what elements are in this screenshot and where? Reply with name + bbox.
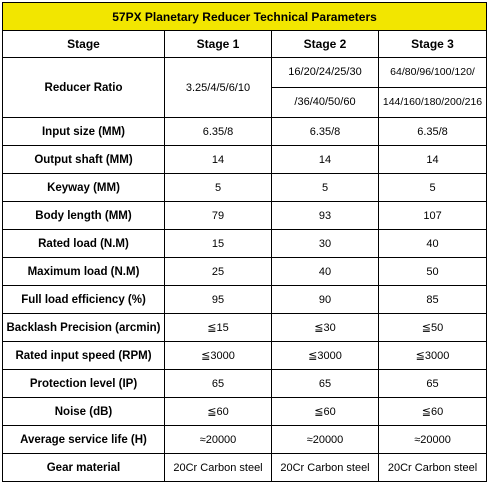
row-label: Protection level (IP) bbox=[3, 370, 165, 398]
ratio-stage-1: 3.25/4/5/6/10 bbox=[165, 58, 272, 118]
cell-stage-3: 6.35/8 bbox=[379, 118, 487, 146]
cell-stage-2: ≦30 bbox=[272, 314, 379, 342]
cell-stage-3: 85 bbox=[379, 286, 487, 314]
cell-stage-1: 20Cr Carbon steel bbox=[165, 454, 272, 482]
row-label: Body length (MM) bbox=[3, 202, 165, 230]
cell-stage-3: 65 bbox=[379, 370, 487, 398]
table-row bbox=[3, 202, 487, 230]
ratio-stage-2-line-1: 16/20/24/25/30 bbox=[288, 66, 362, 78]
table-row bbox=[3, 370, 487, 398]
cell-stage-3: 50 bbox=[379, 258, 487, 286]
header-stage-2: Stage 2 bbox=[272, 31, 379, 58]
cell-stage-2: 20Cr Carbon steel bbox=[272, 454, 379, 482]
cell-stage-1: 25 bbox=[165, 258, 272, 286]
row-label: Gear material bbox=[3, 454, 165, 482]
table-row bbox=[3, 342, 487, 370]
cell-stage-1: 65 bbox=[165, 370, 272, 398]
cell-stage-3: 14 bbox=[379, 146, 487, 174]
table-row bbox=[3, 454, 487, 482]
cell-stage-1: 95 bbox=[165, 286, 272, 314]
cell-stage-1: 6.35/8 bbox=[165, 118, 272, 146]
ratio-stage-3-line-1: 64/80/96/100/120/ bbox=[390, 66, 475, 78]
row-label: Full load efficiency (%) bbox=[3, 286, 165, 314]
cell-stage-2: ≦3000 bbox=[272, 342, 379, 370]
cell-stage-1: ≈20000 bbox=[165, 426, 272, 454]
ratio-stage-2 bbox=[272, 58, 379, 118]
reducer-ratio-row bbox=[3, 58, 487, 118]
cell-stage-3: ≦3000 bbox=[379, 342, 487, 370]
cell-stage-1: ≦15 bbox=[165, 314, 272, 342]
row-label: Output shaft (MM) bbox=[3, 146, 165, 174]
row-label: Maximum load (N.M) bbox=[3, 258, 165, 286]
cell-stage-2: 65 bbox=[272, 370, 379, 398]
cell-stage-2: 6.35/8 bbox=[272, 118, 379, 146]
row-label: Average service life (H) bbox=[3, 426, 165, 454]
table-row bbox=[3, 118, 487, 146]
cell-stage-3: 107 bbox=[379, 202, 487, 230]
table-row bbox=[3, 230, 487, 258]
row-label: Rated input speed (RPM) bbox=[3, 342, 165, 370]
table-title: 57PX Planetary Reducer Technical Parameters bbox=[3, 3, 487, 31]
cell-stage-1: 14 bbox=[165, 146, 272, 174]
ratio-stage-2-line-2: /36/40/50/60 bbox=[272, 87, 378, 117]
cell-stage-3: ≦50 bbox=[379, 314, 487, 342]
title-row bbox=[3, 3, 487, 31]
table-row bbox=[3, 314, 487, 342]
cell-stage-1: ≦60 bbox=[165, 398, 272, 426]
header-row bbox=[3, 31, 487, 58]
cell-stage-2: 40 bbox=[272, 258, 379, 286]
ratio-stage-3-line-2: 144/160/180/200/216 bbox=[379, 87, 486, 117]
ratio-stage-3 bbox=[379, 58, 487, 118]
row-label: Noise (dB) bbox=[3, 398, 165, 426]
table-row bbox=[3, 398, 487, 426]
cell-stage-3: 40 bbox=[379, 230, 487, 258]
row-label: Keyway (MM) bbox=[3, 174, 165, 202]
table-row bbox=[3, 258, 487, 286]
cell-stage-1: 5 bbox=[165, 174, 272, 202]
parameter-rows bbox=[3, 118, 487, 482]
cell-stage-1: 79 bbox=[165, 202, 272, 230]
table-row bbox=[3, 426, 487, 454]
row-label: Rated load (N.M) bbox=[3, 230, 165, 258]
table-row bbox=[3, 286, 487, 314]
parameters-table bbox=[2, 2, 487, 482]
cell-stage-2: 30 bbox=[272, 230, 379, 258]
header-stage-3: Stage 3 bbox=[379, 31, 487, 58]
header-stage: Stage bbox=[3, 31, 165, 58]
table-row bbox=[3, 174, 487, 202]
cell-stage-3: ≈20000 bbox=[379, 426, 487, 454]
cell-stage-3: 20Cr Carbon steel bbox=[379, 454, 487, 482]
row-label: Backlash Precision (arcmin) bbox=[3, 314, 165, 342]
cell-stage-2: 93 bbox=[272, 202, 379, 230]
cell-stage-1: ≦3000 bbox=[165, 342, 272, 370]
row-label: Reducer Ratio bbox=[3, 58, 165, 118]
cell-stage-2: 90 bbox=[272, 286, 379, 314]
cell-stage-3: 5 bbox=[379, 174, 487, 202]
cell-stage-2: ≈20000 bbox=[272, 426, 379, 454]
table-row bbox=[3, 146, 487, 174]
cell-stage-3: ≦60 bbox=[379, 398, 487, 426]
cell-stage-2: 5 bbox=[272, 174, 379, 202]
header-stage-1: Stage 1 bbox=[165, 31, 272, 58]
cell-stage-2: 14 bbox=[272, 146, 379, 174]
cell-stage-1: 15 bbox=[165, 230, 272, 258]
row-label: Input size (MM) bbox=[3, 118, 165, 146]
cell-stage-2: ≦60 bbox=[272, 398, 379, 426]
